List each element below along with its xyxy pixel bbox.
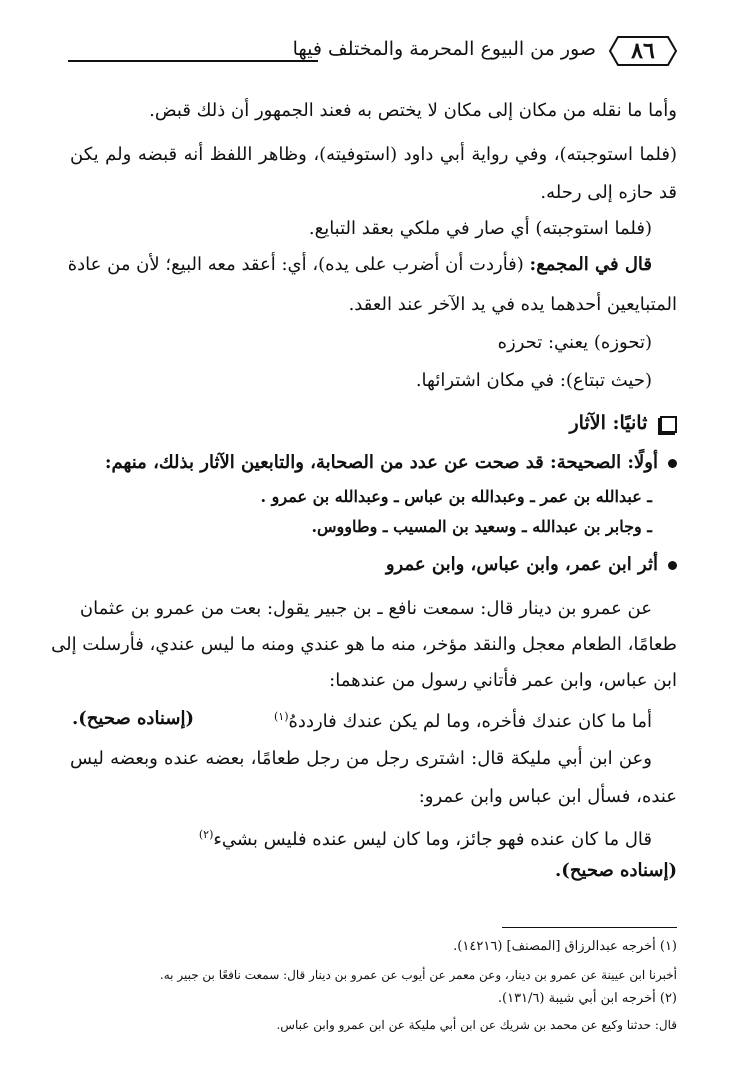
bullet-icon — [668, 459, 677, 468]
page-number-text: ٨٦ — [631, 38, 655, 64]
verdict-label: (إسناده صحيح). — [555, 860, 677, 881]
body-text: أما ما كان عندك فأخره، وما لم يكن عندك فارددهُ — [288, 711, 652, 732]
running-title: صور من البيوع المحرمة والمختلف فيها — [292, 38, 596, 60]
page-number — [608, 34, 678, 68]
body-line: (فلما استوجبته) أي صار في ملكي بعقد التبايع. — [308, 218, 652, 239]
body-line — [70, 822, 652, 853]
body-text: (فأردت أن أضرب على يده)، أي: أعقد معه البيع؛ لأن من عادة — [67, 254, 524, 275]
footnote: أخبرنا ابن عيينة عن عمرو بن دينار، وعن معمر عن أيوب عن عمرو بن دينار قال: سمعت نافعًا بن جبير به. — [159, 968, 677, 982]
bullet-icon — [668, 561, 677, 570]
body-line: وأما ما نقله من مكان إلى مكان لا يختص به فعند الجمهور أن ذلك قبض. — [149, 100, 677, 121]
body-line: (حيث تبتاع): في مكان اشترائها. — [415, 370, 652, 391]
section-title: ثانيًا: الآثار — [569, 412, 648, 434]
bullet-item — [70, 450, 677, 476]
verdict-label: (إسناده صحيح). — [72, 708, 194, 729]
body-line: وعن ابن أبي مليكة قال: اشترى رجل من رجل طعامًا، بعضه عنده وبعضه ليس — [70, 748, 652, 769]
bullet-text: أثر ابن عمر، وابن عباس، وابن عمرو — [385, 554, 658, 575]
footnote: (٢) أخرجه ابن أبي شيبة (١٣١/٦). — [497, 991, 677, 1006]
footnote-ref: (٢) — [198, 828, 214, 841]
body-line: قد حازه إلى رحله. — [540, 182, 677, 203]
section-heading — [569, 412, 677, 434]
body-line: المتبايعين أحدهما يده في يد الآخر عند العقد. — [348, 294, 677, 315]
page-header — [68, 30, 678, 74]
body-text: قال ما كان عنده فهو جائز، وما كان ليس عنده فليس بشيء — [213, 829, 652, 850]
body-line: عنده، فسأل ابن عباس وابن عمرو: — [418, 786, 677, 807]
body-line: (تحوزه) يعني: تحرزه — [497, 332, 652, 353]
bullet-item — [70, 552, 677, 578]
body-line: (فلما استوجبته)، وفي رواية أبي داود (استوفيته)، وظاهر اللفظ أنه قبضه ولم يكن — [70, 144, 677, 165]
sub-item: ـ عبدالله بن عمر ـ وعبدالله بن عباس ـ وعبدالله بن عمرو . — [260, 487, 652, 506]
footnote-rule — [502, 927, 677, 928]
sub-item: ـ وجابر بن عبدالله ـ وسعيد بن المسيب ـ وطاووس. — [311, 517, 652, 536]
body-line: طعامًا، الطعام معجل والنقد مؤخر، منه ما هو عندي ومنه ما ليس عندي، فأرسلت إلى — [51, 634, 677, 655]
footnote: (١) أخرجه عبدالرزاق [المصنف] (١٤٢١٦). — [453, 939, 677, 954]
checkbox-icon — [660, 416, 677, 433]
bullet-text: أولًا: الصحيحة: قد صحت عن عدد من الصحابة، والتابعين الآثار بذلك، منهم: — [104, 452, 658, 473]
header-rule — [68, 60, 318, 62]
body-line: عن عمرو بن دينار قال: سمعت نافع ـ بن جبير يقول: بعت من عمرو بن عثمان — [79, 598, 652, 619]
footnote-ref: (١) — [273, 710, 289, 723]
source-label: قال في المجمع: — [529, 254, 652, 275]
footnote: قال: حدثنا وكيع عن محمد بن شريك عن ابن أبي مليكة عن ابن عمرو وابن عباس. — [276, 1018, 677, 1032]
body-line — [67, 252, 652, 278]
body-line: ابن عباس، وابن عمر فأتاني رسول من عندهما: — [329, 670, 677, 691]
